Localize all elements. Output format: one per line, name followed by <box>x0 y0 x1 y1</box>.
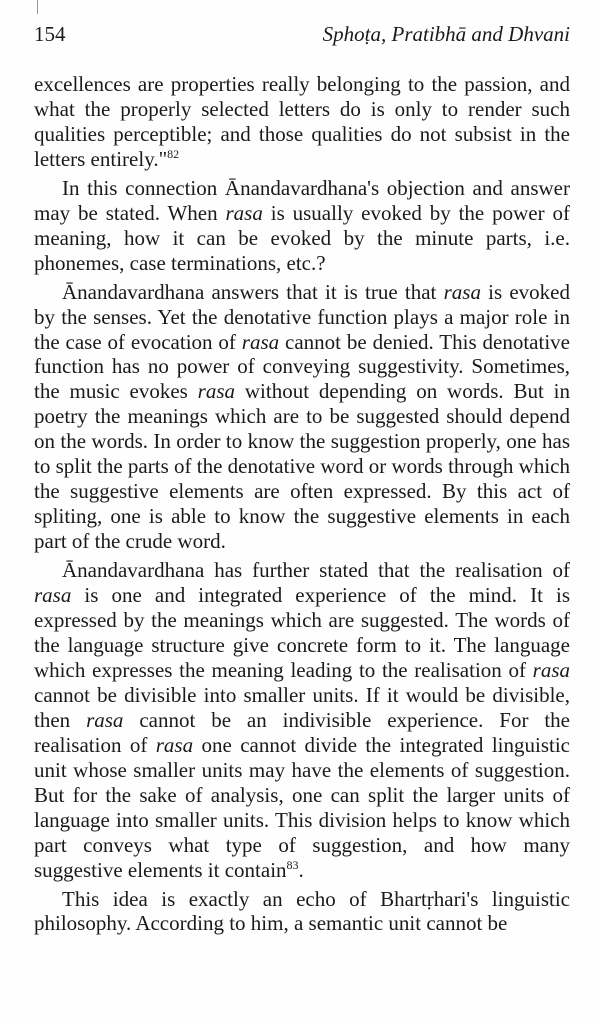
text-run: cannot be an indivisible experience. For the realisation of <box>34 707 571 757</box>
italic-term: rasa <box>34 583 72 608</box>
paragraph-1 <box>34 72 570 172</box>
italic-term: rasa <box>225 200 263 225</box>
italic-term: rasa <box>155 732 194 757</box>
body-text <box>34 72 570 940</box>
italic-term: rasa <box>532 657 570 682</box>
text-run: is evoked by the senses. Yet the denotative function plays a major role in the case of evocation of <box>34 279 570 354</box>
text-run: In this connection Ānandavardhana's objection and answer may be stated. When <box>34 175 570 225</box>
italic-term: rasa <box>443 279 481 304</box>
text-run: This idea is exactly an echo of Bhartṛhari's linguistic philosophy. According to him, a semantic unit cannot be <box>34 886 570 936</box>
footnote-marker: 83 <box>286 857 299 872</box>
italic-term: rasa <box>241 329 280 354</box>
text-run: . <box>298 857 304 882</box>
italic-term: rasa <box>86 707 124 732</box>
book-title: Sphoṭa, Pratibhā and Dhvani <box>322 22 570 46</box>
text-run: is usually evoked by the power of meaning, how it can be evoked by the minute parts, i.e. phonemes, case terminations, etc.? <box>34 200 570 275</box>
running-head <box>34 22 570 52</box>
gutter-mark <box>37 0 38 14</box>
text-run: cannot be divisible into smaller units. If it would be divisible, then <box>34 682 570 732</box>
italic-term: rasa <box>197 379 236 404</box>
footnote-marker: 82 <box>167 146 180 161</box>
page-number: 154 <box>34 22 66 46</box>
paragraph-3 <box>34 280 570 554</box>
text-run: without depending on words. But in poetry the meanings which are to be suggested should depend on the words. In order to know the suggestion properly, one has to split the parts of the denotative word or words through which the suggestive elements are often expressed. By this act of spliting, one is able to know the suggestive elements in each part of the crude word. <box>34 379 570 554</box>
text-run: Ānandavardhana answers that it is true that <box>62 279 444 304</box>
text-run: cannot be denied. This denotative function has no power of conveying suggestivity. Sometimes, the music evokes <box>34 329 570 404</box>
paragraph-2 <box>34 176 570 276</box>
paragraph-5 <box>34 887 570 937</box>
text-run: excellences are properties really belonging to the passion, and what the properly selected letters do is only to render such qualities perceptible; and those qualities do not subsist in the letters entirely." <box>34 72 570 171</box>
text-run: one cannot divide the integrated linguistic unit whose smaller units may have the elements of suggestion. But for the sake of analysis, one can split the larger units of language into smaller units. This division helps to know which part conveys what type of suggestion, and how many suggestive elements it contain <box>34 732 570 882</box>
text-run: is one and integrated experience of the mind. It is expressed by the meanings which are suggested. The words of the language structure give concrete form to it. The language which expresses the meaning leading to the realisation of <box>34 583 570 682</box>
paragraph-4 <box>34 558 570 882</box>
text-run: Ānandavardhana has further stated that the realisation of <box>62 558 570 583</box>
